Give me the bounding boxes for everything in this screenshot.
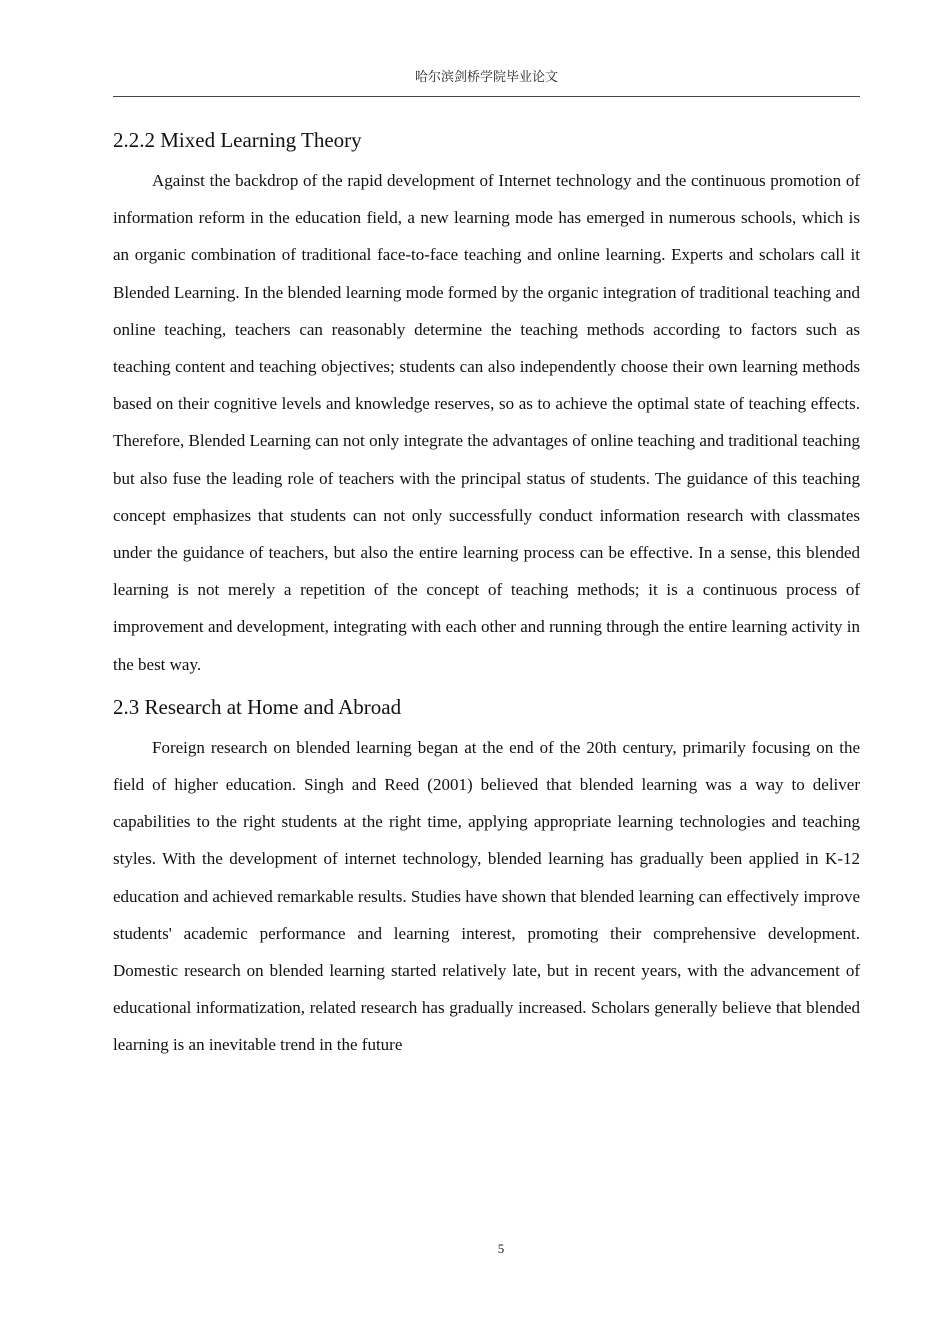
section-heading-mixed-learning: 2.2.2 Mixed Learning Theory [113,128,362,152]
running-header: 哈尔滨剑桥学院毕业论文 [414,70,558,85]
page-number: 5 [497,1241,505,1256]
header-divider [113,96,860,97]
page-body [113,124,860,1064]
section-heading-research: 2.3 Research at Home and Abroad [113,694,402,719]
paragraph-research: Foreign research on blended learning began at the end of the 20th century, primarily focusing on the field of higher education. Singh and Reed (2001) believed that blended learning was a way to deliver capabilities to the right students at the right time, applying appropriate learning technologies and teaching styles. With the development of internet technology, blended learning has gradually been applied in K-12 education and achieved remarkable results. Studies have shown that blended learning can effectively improve students' academic performance and learning interest, promoting their comprehensive development. Domestic research on blended learning started relatively late, but in recent years, with the advancement of educational informatization, related research has gradually increased. Scholars generally believe that blended learning is an inevitable trend in the future [113,737,860,1055]
paragraph-mixed-learning: Against the backdrop of the rapid development of Internet technology and the continuous promotion of information reform in the education field, a new learning mode has emerged in numerous schools, which is an organic combination of traditional face-to-face teaching and online learning. Experts and scholars call it Blended Learning. In the blended learning mode formed by the organic integration of traditional teaching and online teaching, teachers can reasonably determine the teaching methods according to factors such as teaching content and teaching objectives; students can also independently choose their own learning methods based on their cognitive levels and knowledge reserves, so as to achieve the optimal state of teaching effects. Therefore, Blended Learning can not only integrate the advantages of online teaching and traditional teaching but also fuse the leading role of teachers with the principal status of students. The guidance of this teaching concept emphasizes that students can not only successfully conduct information research with classmates under the guidance of teachers, but also the entire learning process can be effective. In a sense, this blended learning is not merely a repetition of the concept of teaching methods; it is a continuous process of improvement and development, integrating with each other and running through the entire learning activity in the best way. [113,171,860,674]
